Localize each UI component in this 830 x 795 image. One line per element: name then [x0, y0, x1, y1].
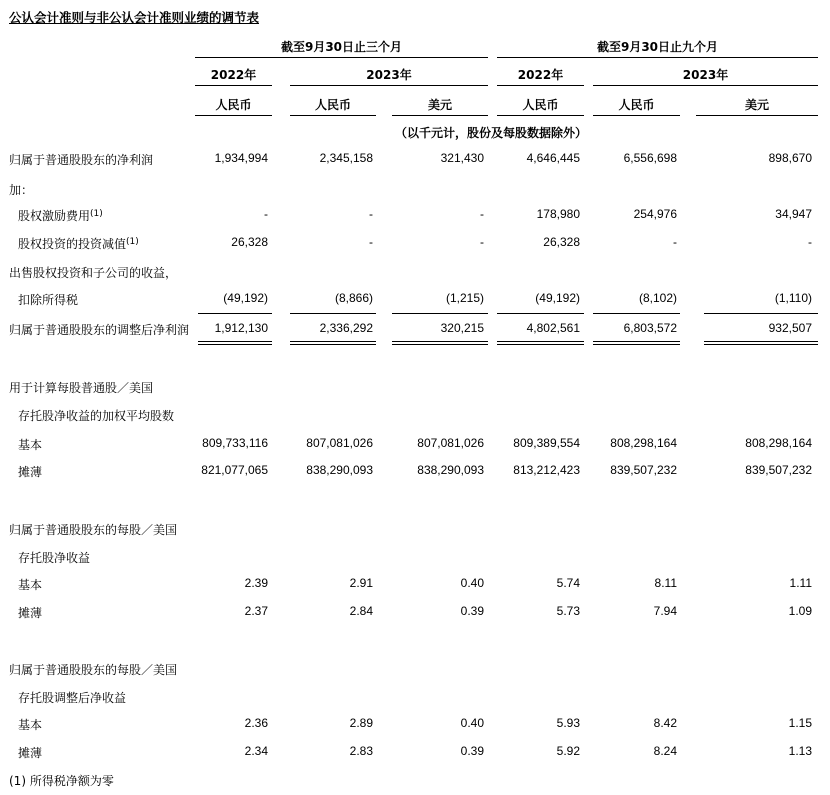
row-label-text: 摊薄: [18, 746, 43, 760]
table-cell: 2,336,292: [319, 321, 373, 335]
table-cell: -: [264, 207, 268, 221]
table-cell: 821,077,065: [201, 463, 268, 477]
total-double-rule: [497, 344, 584, 345]
table-cell: 321,430: [440, 151, 484, 165]
table-cell: 807,081,026: [417, 436, 484, 450]
header-rule: [195, 57, 488, 58]
row-label: [18, 689, 126, 706]
row-label-text: 存托股调整后净收益: [18, 691, 127, 705]
subtotal-rule: [290, 313, 376, 314]
row-label-text: 基本: [18, 438, 43, 452]
total-double-rule: [198, 341, 272, 342]
table-cell: 5.93: [556, 716, 580, 730]
subtotal-rule: [593, 313, 680, 314]
table-cell: -: [480, 207, 484, 221]
period-header: 截至9月30日止三个月: [280, 40, 403, 54]
row-label-text: 存托股净收益的加权平均股数: [18, 409, 175, 423]
period-header: 截至9月30日止九个月: [596, 40, 719, 54]
currency-header: 人民币: [215, 98, 252, 112]
currency-header: 人民币: [314, 98, 351, 112]
subtotal-rule: [497, 313, 584, 314]
table-cell: 808,298,164: [610, 436, 677, 450]
row-label-text: 摊薄: [18, 606, 43, 620]
table-cell: 34,947: [775, 207, 812, 221]
table-cell: 0.40: [460, 576, 484, 590]
row-label: [18, 576, 42, 593]
table-cell: 1,912,130: [214, 321, 268, 335]
header-rule: [290, 85, 488, 86]
table-cell: 0.40: [460, 716, 484, 730]
currency-header: 美元: [427, 98, 452, 112]
row-label-text: 归属于普通股股东的净利润: [9, 153, 154, 167]
header-rule: [593, 85, 818, 86]
row-label-text: 出售股权投资和子公司的收益，: [9, 266, 178, 280]
table-cell: 2.89: [349, 716, 373, 730]
header-rule: [195, 85, 272, 86]
total-double-rule: [290, 344, 376, 345]
table-cell: 0.39: [460, 604, 484, 618]
header-rule: [392, 115, 488, 116]
header-rule: [195, 115, 272, 116]
currency-header: 美元: [744, 98, 769, 112]
table-cell: 26,328: [543, 235, 580, 249]
total-double-rule: [593, 341, 680, 342]
row-label: [18, 549, 90, 566]
table-cell: 1.13: [788, 744, 812, 758]
header-rule: [290, 115, 376, 116]
unit-note: （以千元计，股份及每股数据除外）: [395, 126, 588, 140]
footnote: (1) 所得税净额为零: [9, 774, 114, 788]
row-label: [18, 207, 103, 224]
table-cell: -: [808, 235, 812, 249]
total-double-rule: [704, 341, 818, 342]
table-cell: (8,102): [638, 291, 677, 305]
total-double-rule: [392, 341, 488, 342]
table-cell: 838,290,093: [417, 463, 484, 477]
table-cell: 7.94: [653, 604, 677, 618]
row-label: [9, 521, 177, 538]
currency-header: 人民币: [522, 98, 559, 112]
year-header: 2023年: [682, 68, 729, 82]
total-double-rule: [290, 341, 376, 342]
table-cell: 809,733,116: [202, 436, 268, 450]
row-label-text: 归属于普通股股东的每股／美国: [9, 663, 178, 677]
subtotal-rule: [392, 313, 488, 314]
footnote-marker: (1): [126, 237, 139, 247]
page-title: 公认会计准则与非公认会计准则业绩的调节表: [9, 10, 260, 25]
row-label: [18, 744, 42, 761]
table-cell: 2.91: [349, 576, 373, 590]
total-double-rule: [392, 344, 488, 345]
table-cell: 813,212,423: [513, 463, 580, 477]
row-label: [9, 264, 177, 281]
table-cell: 5.92: [556, 744, 580, 758]
total-double-rule: [593, 344, 680, 345]
header-rule: [696, 115, 818, 116]
row-label-text: 基本: [18, 578, 43, 592]
subtotal-rule: [704, 313, 818, 314]
table-cell: 320,215: [440, 321, 484, 335]
table-cell: 2.36: [244, 716, 268, 730]
row-label: [18, 463, 42, 480]
table-cell: 8.24: [653, 744, 677, 758]
row-label-text: 归属于普通股股东的每股／美国: [9, 523, 178, 537]
table-cell: (49,192): [223, 291, 268, 305]
row-label: [9, 661, 177, 678]
header-rule: [497, 57, 818, 58]
total-double-rule: [704, 344, 818, 345]
row-label-text: 存托股净收益: [18, 551, 91, 565]
row-label: [18, 436, 42, 453]
table-cell: 1.15: [788, 716, 812, 730]
table-cell: -: [369, 235, 373, 249]
table-cell: 0.39: [460, 744, 484, 758]
table-cell: 2.84: [349, 604, 373, 618]
row-label-text: 加：: [9, 183, 34, 197]
row-label: [18, 235, 139, 252]
row-label: [18, 291, 78, 308]
table-cell: 5.74: [556, 576, 580, 590]
header-rule: [497, 115, 584, 116]
row-label: [9, 379, 153, 396]
table-cell: 6,803,572: [623, 321, 677, 335]
table-cell: 4,802,561: [526, 321, 580, 335]
row-label: [18, 407, 174, 424]
table-cell: 898,670: [768, 151, 812, 165]
table-cell: 808,298,164: [745, 436, 812, 450]
table-cell: 8.11: [654, 576, 677, 590]
row-label-text: 用于计算每股普通股／美国: [9, 381, 154, 395]
row-label: [9, 151, 153, 168]
table-cell: 1,934,994: [214, 151, 268, 165]
table-cell: -: [480, 235, 484, 249]
table-cell: 2.83: [349, 744, 373, 758]
row-label-text: 归属于普通股股东的调整后净利润: [9, 323, 190, 337]
table-cell: 254,976: [633, 207, 677, 221]
table-cell: (8,866): [334, 291, 373, 305]
row-label-text: 股权投资的投资减值: [18, 237, 127, 251]
row-label-text: 基本: [18, 718, 43, 732]
table-cell: 932,507: [768, 321, 812, 335]
total-double-rule: [497, 341, 584, 342]
row-label-text: 摊薄: [18, 465, 43, 479]
table-cell: 26,328: [231, 235, 268, 249]
table-cell: 2.34: [244, 744, 268, 758]
header-rule: [497, 85, 584, 86]
table-cell: 2.39: [244, 576, 268, 590]
table-cell: 178,980: [536, 207, 580, 221]
table-cell: (49,192): [535, 291, 580, 305]
table-cell: 839,507,232: [610, 463, 677, 477]
year-header: 2023年: [366, 68, 412, 82]
row-label: [9, 181, 33, 198]
table-cell: -: [369, 207, 373, 221]
table-cell: 2.37: [244, 604, 268, 618]
footnote-marker: (1): [90, 209, 103, 219]
table-cell: 1.11: [789, 576, 812, 590]
table-cell: 2,345,158: [319, 151, 373, 165]
table-cell: 4,646,445: [526, 151, 580, 165]
table-cell: 807,081,026: [306, 436, 373, 450]
table-cell: 8.42: [653, 716, 677, 730]
header-rule: [593, 115, 680, 116]
row-label: [18, 604, 42, 621]
subtotal-rule: [198, 313, 272, 314]
total-double-rule: [198, 344, 272, 345]
table-cell: -: [673, 235, 677, 249]
table-cell: 809,389,554: [513, 436, 580, 450]
table-cell: 5.73: [556, 604, 580, 618]
row-label-text: 股权激励费用: [18, 209, 91, 223]
year-header: 2022年: [210, 68, 257, 82]
table-cell: (1,215): [445, 291, 484, 305]
currency-header: 人民币: [618, 98, 655, 112]
row-label-text: 扣除所得税: [18, 293, 79, 307]
table-cell: 838,290,093: [306, 463, 373, 477]
table-cell: 1.09: [788, 604, 812, 618]
table-cell: 839,507,232: [745, 463, 812, 477]
row-label: [18, 716, 42, 733]
table-cell: 6,556,698: [623, 151, 677, 165]
table-cell: (1,110): [774, 291, 812, 305]
year-header: 2022年: [517, 68, 564, 82]
